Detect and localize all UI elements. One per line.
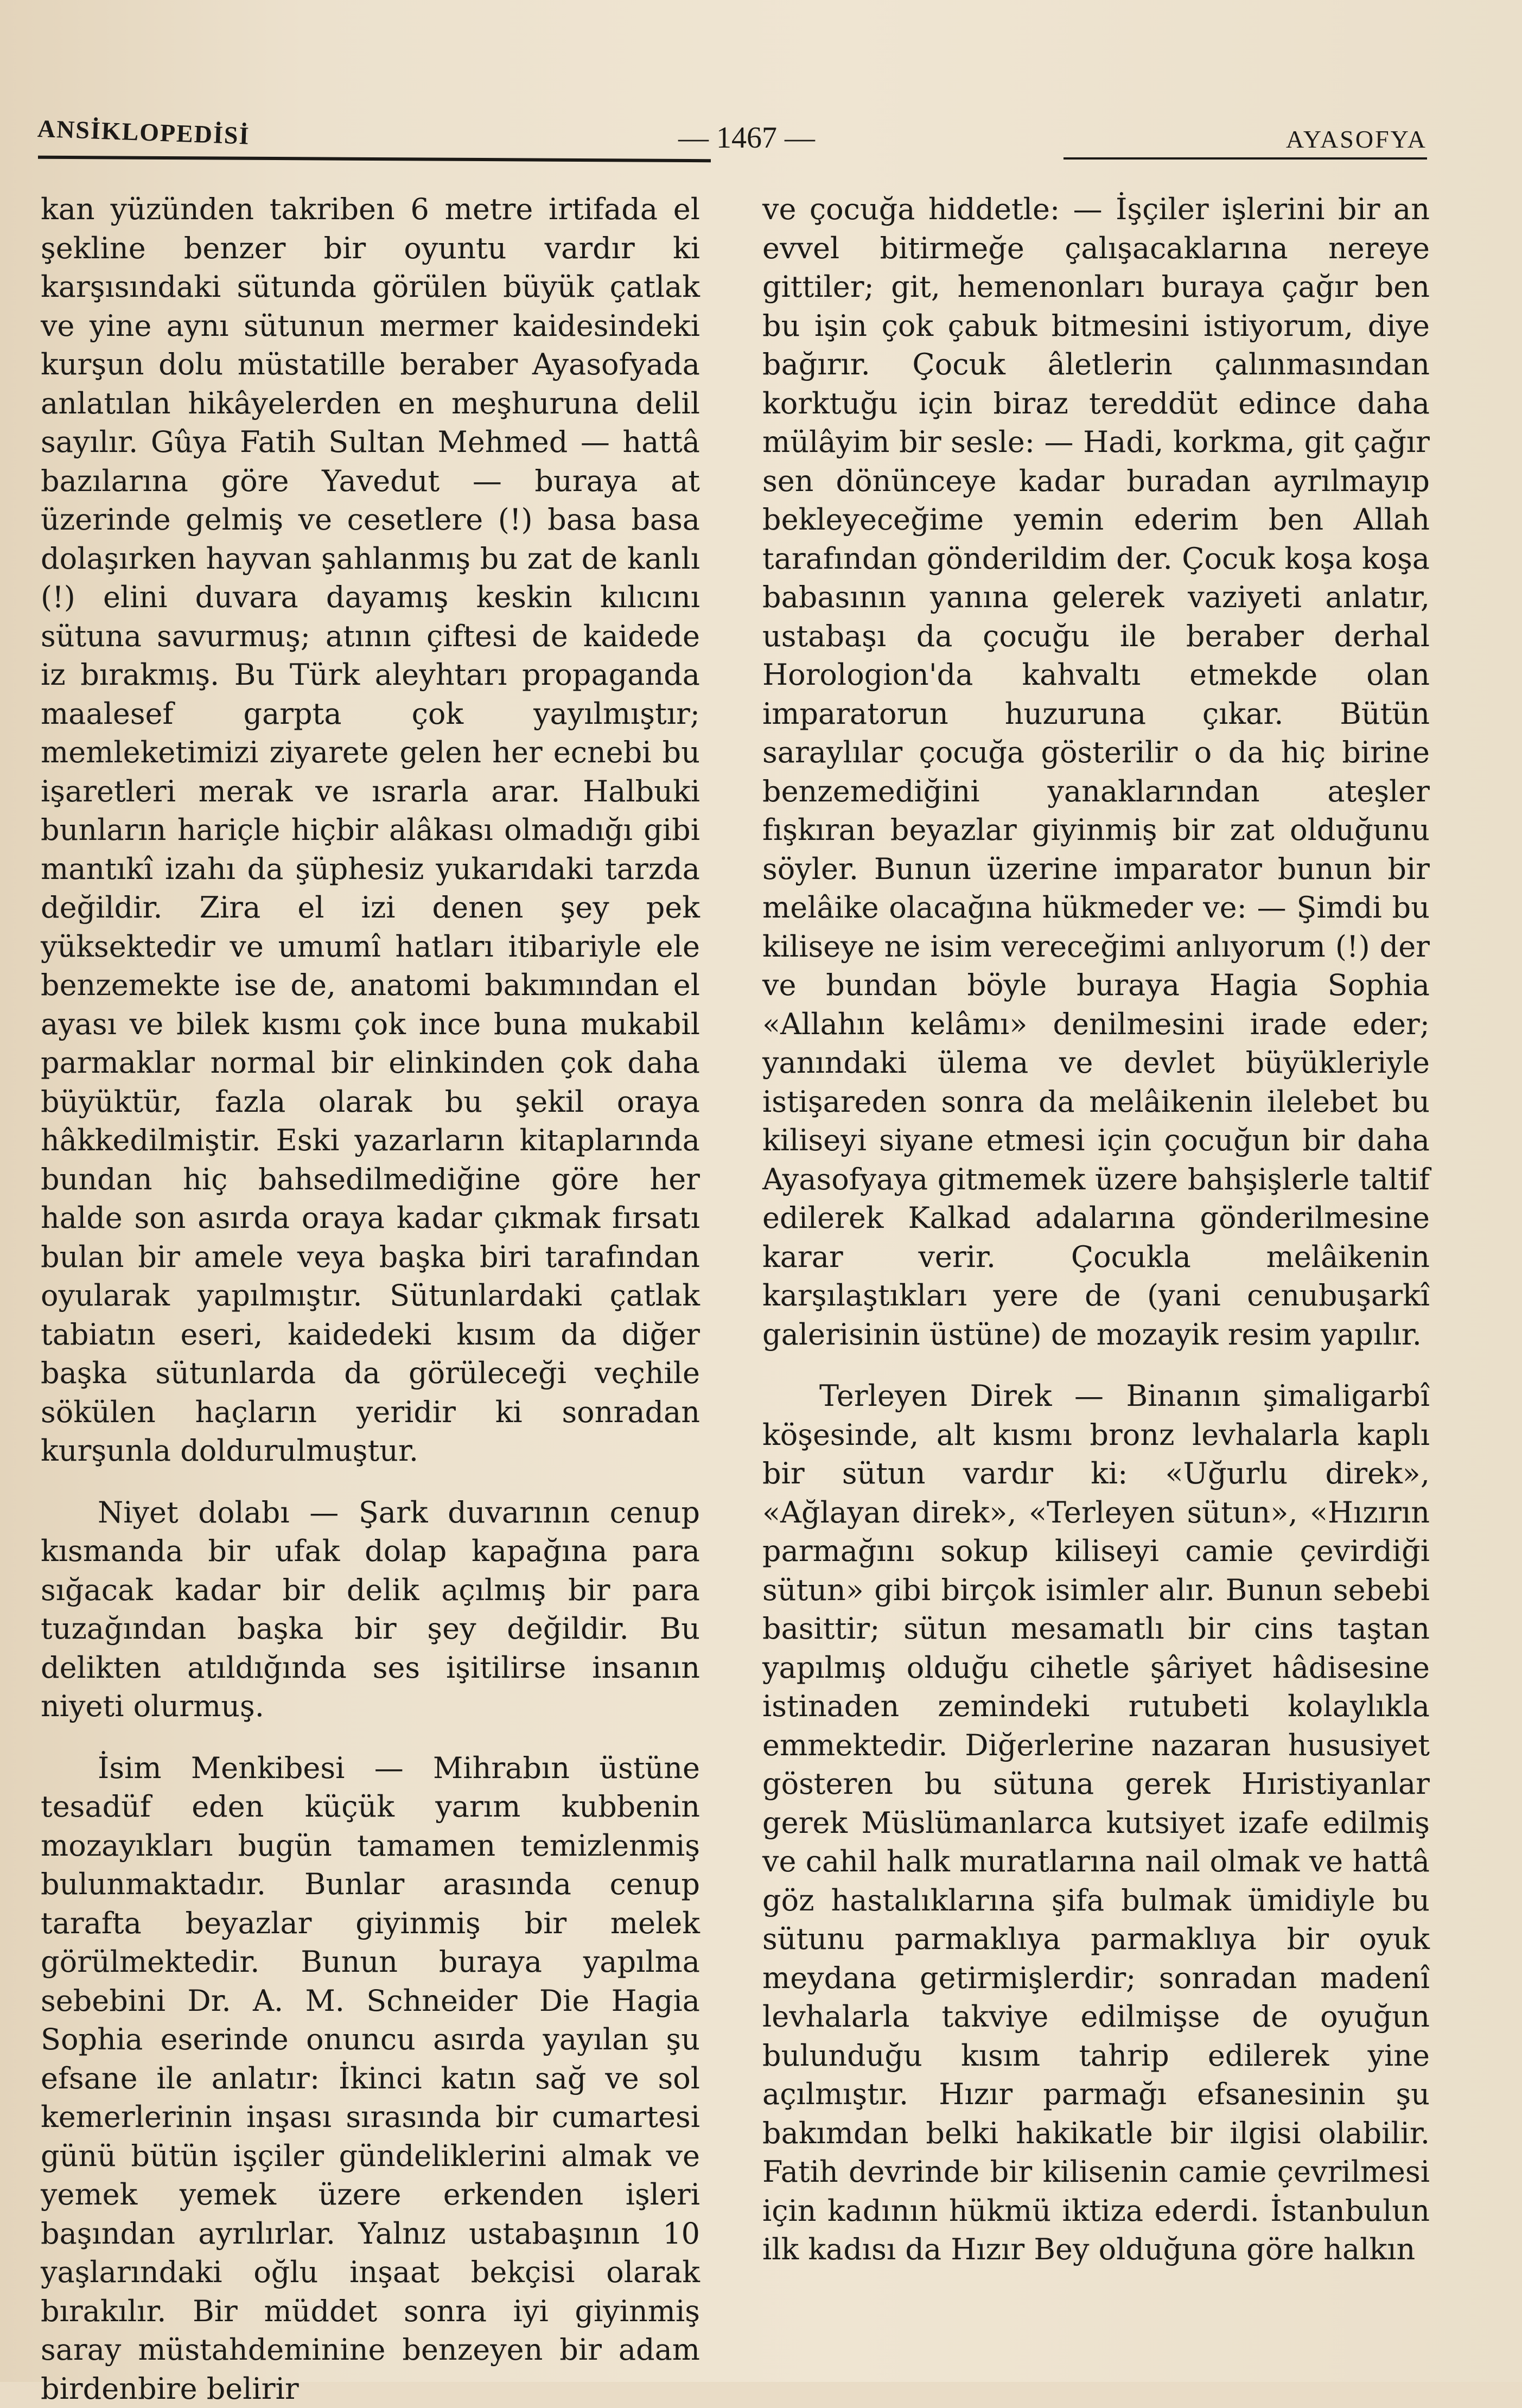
running-head-left: ANSİKLOPEDİSİ [37, 114, 250, 150]
left-column [41, 190, 700, 2408]
paragraph-niyet-dolabi: Niyet dolabı — Şark duvarının cenup kısmanda bir ufak dolap kapağına para sığacak kadar bir delik açılmış bir para tuzağından başka bir şey değildir. Bu delikten atıldığında ses işitilirse insanın niyeti olurmuş. [41, 1493, 700, 1726]
page-header [38, 114, 1427, 163]
page-number: — 1467 — [678, 120, 815, 155]
header-rule-right [1064, 157, 1427, 160]
right-column [762, 190, 1430, 2269]
paragraph-melek-continued: ve çocuğa hiddetle: — İşçiler işlerini bir an evvel bitirmeğe çalışacaklarına nereye gittiler; git, hemenonları buraya çağır ben bu işin çok çabuk bitmesini istiyorum, diye bağırır. Çocuk âletlerin çalınmasından korktuğu için biraz tereddüt edince daha mülâyim bir sesle: — Hadi, korkma, git çağır sen dönünceye kadar buradan ayrılmayıp bekleyeceğime yemin ederim ben Allah tarafından gönderildim der. Çocuk koşa koşa babasının yanına gelerek vaziyeti anlatır, ustabaşı da çocuğu ile beraber derhal Horologion'da kahvaltı etmekde olan imparatorun huzuruna çıkar. Bütün saraylılar çocuğa gösterilir o da hiç birine benzemediğini yanaklarından ateşler fışkıran beyazlar giyinmiş bir zat olduğunu söyler. Bunun üzerine imparator bunun bir melâike olacağına hükmeder ve: — Şimdi bu kiliseye ne isim vereceğimi anlıyorum (!) der ve bundan böyle buraya Hagia Sophia «Allahın kelâmı» denilmesini irade eder; yanındaki ülema ve devlet büyükleriyle istişareden sonra da melâikenin ilelebet bu kiliseyi siyane etmesi için çocuğun bir daha Ayasofyaya gitmemek üzere bahşişlerle taltif edilerek Kalkad adalarına gönderilmesine karar verir. Çocukla melâikenin karşılaştıkları yere de (yani cenubuşarkî galerisinin üstüne) de mozayik resim yapılır. [762, 190, 1430, 1354]
paragraph-terleyen-direk: Terleyen Direk — Binanın şimaligarbî köşesinde, alt kısmı bronz levhalarla kaplı bir sütun vardır ki: «Uğurlu direk», «Ağlayan direk», «Terleyen sütun», «Hızırın parmağını sokup kiliseyi camie çevirdiği sütun» gibi birçok isimler alır. Bunun sebebi basittir; sütun mesamatlı bir cins taştan yapılmış olduğu cihetle şâriyet hâdisesine istinaden zemindeki rutubeti kolaylıkla emmektedir. Diğerlerine nazaran hususiyet gösteren bu sütuna gerek Hıristiyanlar gerek Müslümanlarca kutsiyet izafe edilmiş ve cahil halk muratlarına nail olmak ve hattâ göz hastalıklarına şifa bulmak ümidiyle bu sütunu parmaklıya parmaklıya bir oyuk meydana getirmişlerdir; sonradan madenî levhalarla takviye edilmişse de oyuğun bulunduğu kısım tahrip edilerek yine açılmıştır. Hızır parmağı efsanesinin şu bakımdan belki hakikatle bir ilgisi olabilir. Fatih devrinde bir kilisenin camie çevrilmesi için kadının hükmü iktiza ederdi. İstanbulun ilk kadısı da Hızır Bey olduğuna göre halkın [762, 1377, 1430, 2269]
paragraph-isim-menkibesi: İsim Menkibesi — Mihrabın üstüne tesadüf eden küçük yarım kubbenin mozayıkları bugün tamamen temizlenmiş bulunmaktadır. Bunlar arasında cenup tarafta beyazlar giyinmiş bir melek görülmektedir. Bunun buraya yapılma sebebini Dr. A. M. Schneider Die Hagia Sophia eserinde onuncu asırda yayılan şu efsane ile anlatır: İkinci katın sağ ve sol kemerlerinin inşası sırasında bir cumartesi günü bütün işçiler gündeliklerini almak ve yemek yemek üzere erkenden işleri başından ayrılırlar. Yalnız ustabaşının 10 yaşlarındaki oğlu inşaat bekçisi olarak bırakılır. Bir müddet sonra iyi giyinmiş saray müstahdeminine benzeyen bir adam birdenbire belirir [41, 1749, 700, 2408]
running-head-right: AYASOFYA [1286, 125, 1427, 154]
paragraph-el-izi: kan yüzünden takriben 6 metre irtifada el şekline benzer bir oyuntu vardır ki karşısındaki sütunda görülen büyük çatlak ve yine aynı sütunun mermer kaidesindeki kurşun dolu müstatille beraber Ayasofyada anlatılan hikâyelerden en meşhuruna delil sayılır. Gûya Fatih Sultan Mehmed — hattâ bazılarına göre Yavedut — buraya at üzerinde gelmiş ve cesetlere (!) basa basa dolaşırken hayvan şahlanmış bu zat de kanlı (!) elini duvara dayamış keskin kılıcını sütuna savurmuş; atının çiftesi de kaidede iz bırakmış. Bu Türk aleyhtarı propaganda maalesef garpta çok yayılmıştır; memleketimizi ziyarete gelen her ecnebi bu işaretleri merak ve ısrarla arar. Halbuki bunların hariçle hiçbir alâkası olmadığı gibi mantıkî izahı da şüphesiz yukarıdaki tarzda değildir. Zira el izi denen şey pek yüksektedir ve umumî hatları itibariyle ele benzemekte ise de, anatomi bakımından el ayası ve bilek kısmı çok ince buna mukabil parmaklar normal bir elinkinden çok daha büyüktür, fazla olarak bu şekil oraya hâkkedilmiştir. Eski yazarların kitaplarında bundan hiç bahsedilmediğine göre her halde son asırda oraya kadar çıkmak fırsatı bulan bir amele veya başka biri tarafından oyularak yapılmıştır. Sütunlardaki çatlak tabiatın eseri, kaidedeki kısım da diğer başka sütunlarda da görüleceği veçhile sökülen haçların yeridir ki sonradan kurşunla doldurulmuştur. [41, 190, 700, 1470]
